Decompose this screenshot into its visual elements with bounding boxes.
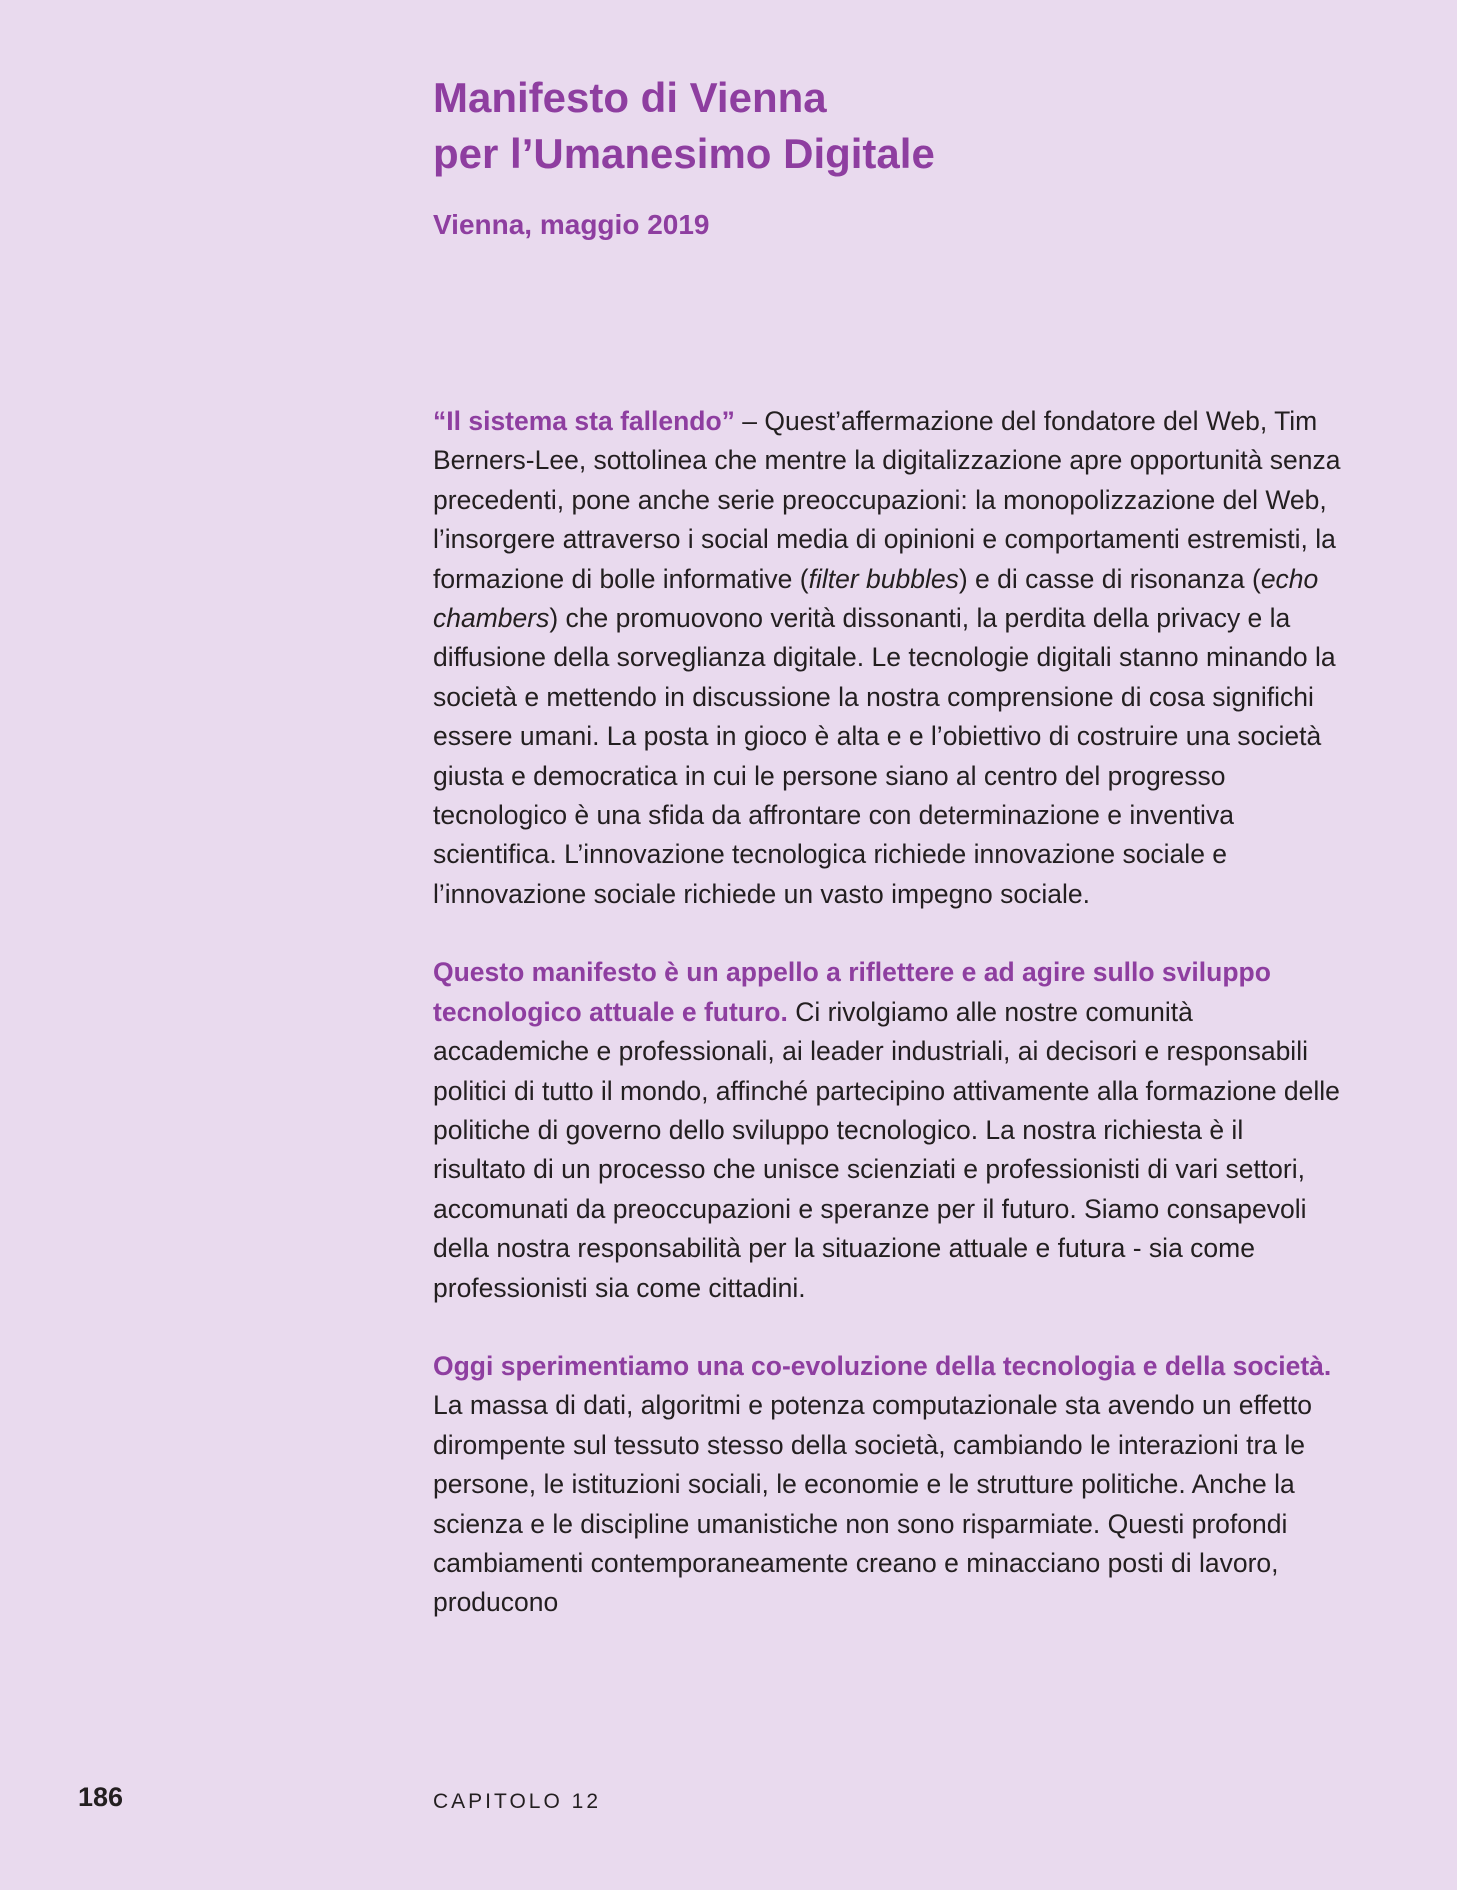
paragraph-3-text: La massa di dati, algoritmi e potenza computazionale sta avendo un effetto dirompente sul tessuto stesso della società, cambiando le interazioni tra le persone, le istituzioni sociali, le economie e le strutture politiche. Anche la scienza e le discipline umanistiche non sono risparmiate. Questi profondi cambiamenti contemporaneamente creano e minacciano posti di lavoro, producono <box>433 1390 1312 1618</box>
page-number: 186 <box>78 1782 124 1812</box>
paragraph-1-text-c: ) che promuovono verità dissonanti, la perdita della privacy e la diffusione della sorveglianza digitale. Le tecnologie digitali stanno minando la società e mettendo in discussione la nostra comprensione di cosa significhi essere umani. La posta in gioco è alta e e l’obiettivo di costruire una società giusta e democratica in cui le persone siano al centro del progresso tecnologico è una sfida da affrontare con determinazione e inventiva scientifica. L’innovazione tecnologica richiede innovazione sociale e l’innovazione sociale richiede un vasto impegno sociale. <box>433 603 1336 909</box>
paragraph-1 <box>433 402 1343 914</box>
title-line-2: per l’Umanesimo Digitale <box>433 130 935 177</box>
paragraph-1-text-b: ) e di casse di risonanza ( <box>958 563 1261 594</box>
paragraph-2-text: Ci rivolgiamo alle nostre comunità accademiche e professionali, ai leader industriali, ai decisori e responsabili politici di tutto il mondo, affinché partecipino attivamente alla formazione delle politiche di governo dello sviluppo tecnologico. La nostra richiesta è il risultato di un processo che unisce scienziati e professionisti di vari settori, accomunati da preoccupazioni e speranze per il futuro. Siamo consapevoli della nostra responsabilità per la situazione attuale e futura - sia come professionisti sia come cittadini. <box>433 996 1340 1303</box>
page-title <box>433 70 935 182</box>
body-text <box>433 402 1343 1662</box>
title-line-1: Manifesto di Vienna <box>433 74 827 121</box>
chapter-label: CAPITOLO 12 <box>433 1790 602 1813</box>
dateline: Vienna, maggio 2019 <box>433 209 710 240</box>
paragraph-2-lead: Questo manifesto è un appello a riflettere e ad agire sullo sviluppo tecnologico attuale e futuro. <box>433 957 1271 1027</box>
paragraph-1-italic-echo-chambers: echo chambers <box>433 563 1319 634</box>
paragraph-3 <box>433 1347 1343 1623</box>
paragraph-2 <box>433 953 1343 1308</box>
paragraph-1-text-a: – Quest’affermazione del fondatore del Web, Tim Berners-Lee, sottolinea che mentre la digitalizzazione apre opportunità senza precedenti, pone anche serie preoccupazioni: la monopolizzazione del Web, l’insorgere attraverso i social media di opinioni e comportamenti estremisti, la formazione di bolle informative ( <box>433 406 1341 594</box>
paragraph-1-lead: “Il sistema sta fallendo” <box>433 406 735 436</box>
paragraph-1-italic-filter-bubbles: filter bubbles <box>808 563 959 594</box>
paragraph-3-lead: Oggi sperimentiamo una co-evoluzione della tecnologia e della società. <box>433 1350 1332 1381</box>
